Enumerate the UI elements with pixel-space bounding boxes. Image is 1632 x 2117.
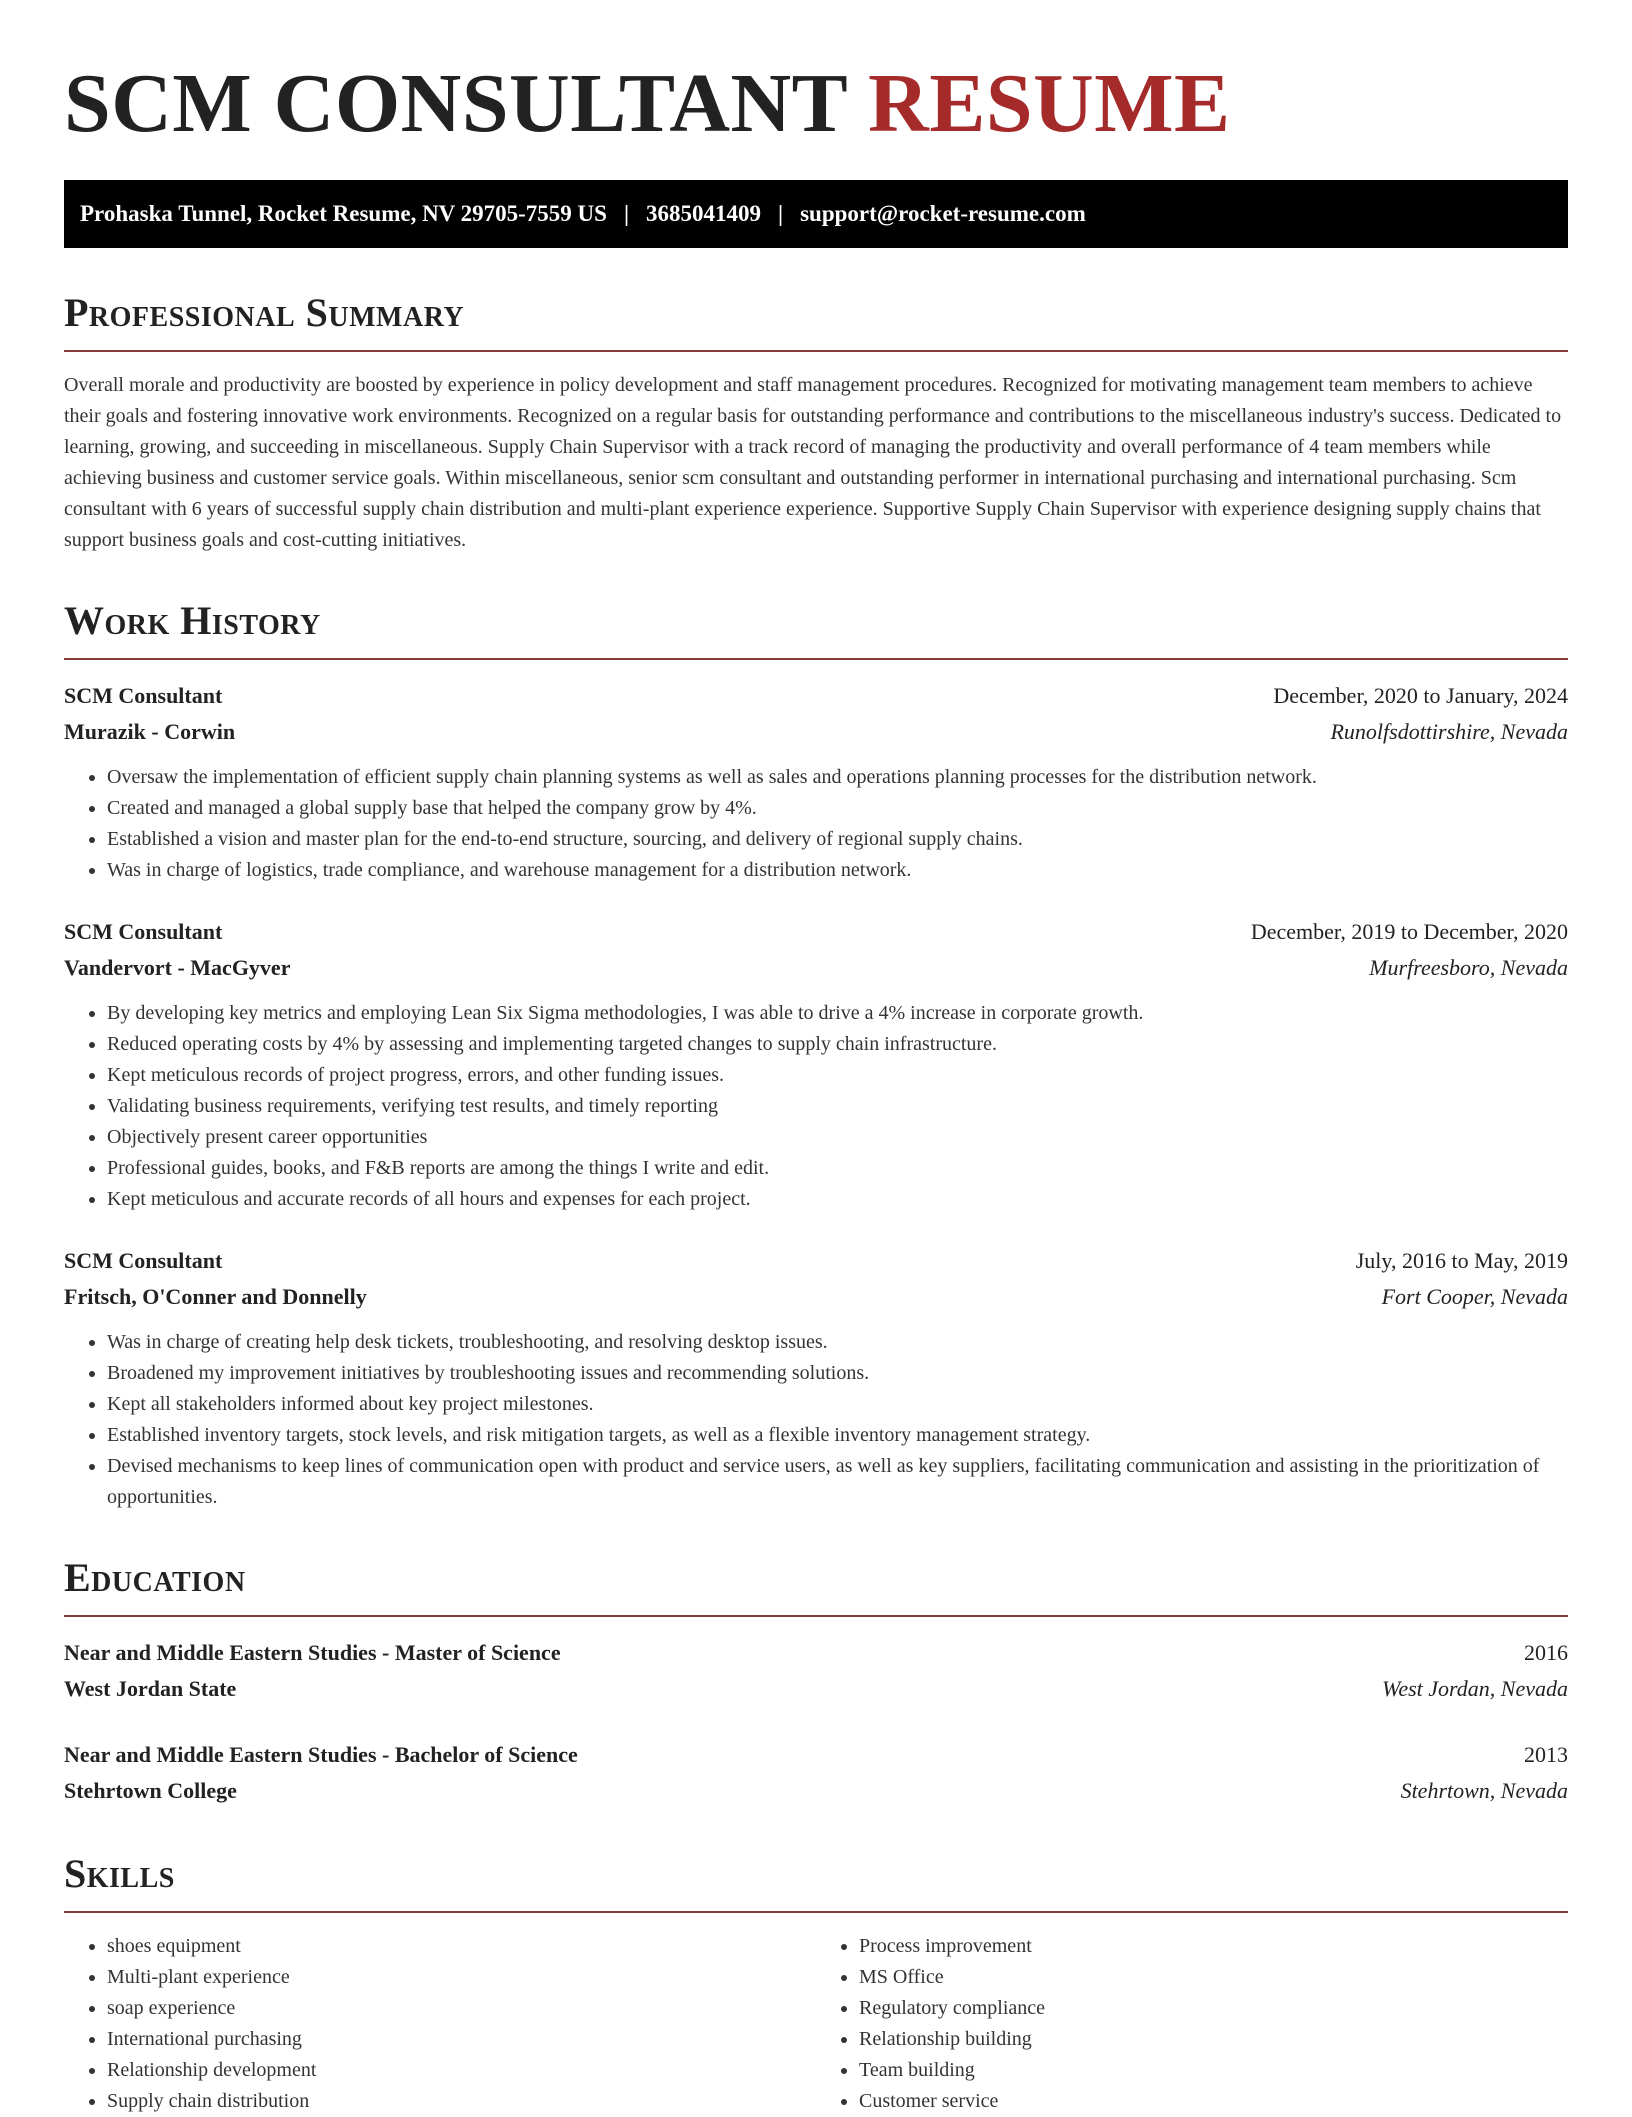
job-bullet: • Professional guides, books, and F&B reports are among the things I write and edit. [107,1153,1568,1184]
job-bullet: • Established a vision and master plan for the end-to-end structure, sourcing, and delivery of regional supply chains. [107,824,1568,855]
education-school: Stehrtown College [64,1778,237,1803]
education-degree: Near and Middle Eastern Studies - Master of Science [64,1640,561,1665]
job-header-row [64,678,1568,714]
job-bullet: • Created and managed a global supply base that helped the company grow by 4%. [107,793,1568,824]
job-bullet: • Reduced operating costs by 4% by assessing and implementing targeted changes to supply chain infrastructure. [107,1029,1568,1060]
skill-item: • soap experience [107,1993,816,2024]
contact-email: support@rocket-resume.com [800,201,1086,226]
contact-bar [64,180,1568,248]
education-degree: Near and Middle Eastern Studies - Bachelor of Science [64,1742,578,1767]
job-bullet: • Oversaw the implementation of efficient supply chain planning systems as well as sales and operations planning processes for the distribution network. [107,762,1568,793]
job-company-row [64,950,1568,986]
section-divider [64,1911,1568,1913]
title-accent: RESUME [868,57,1231,150]
education-degree-row [64,1635,1568,1671]
title-main: SCM CONSULTANT [64,57,847,150]
job-company-row [64,1279,1568,1315]
job-bullet: • Kept all stakeholders informed about key project milestones. [107,1389,1568,1420]
contact-separator: | [623,201,630,226]
job-title: SCM Consultant [64,1248,223,1273]
education-entry [64,1635,1568,1707]
skill-item: • Multi-plant experience [107,1962,816,1993]
job-location: Murfreesboro, Nevada [1369,955,1568,980]
skill-item: • shoes equipment [107,1931,816,1962]
skill-item: • MS Office [859,1962,1568,1993]
job-bullets [64,998,1568,1215]
job-company: Fritsch, O'Conner and Donnelly [64,1284,367,1309]
job-bullet: • Kept meticulous records of project progress, errors, and other funding issues. [107,1060,1568,1091]
contact-address: Prohaska Tunnel, Rocket Resume, NV 29705-7559 US [80,201,607,226]
job-entry [64,914,1568,1215]
education-school-row [64,1773,1568,1809]
skill-item: • Team building [859,2055,1568,2086]
job-bullet: • Was in charge of logistics, trade compliance, and warehouse management for a distribution network. [107,855,1568,886]
skill-item: • Supply chain distribution [107,2086,816,2117]
job-bullets [64,762,1568,886]
skills-column-left [64,1931,816,2117]
job-location: Fort Cooper, Nevada [1381,1284,1568,1309]
job-header-row [64,914,1568,950]
job-location: Runolfsdottirshire, Nevada [1330,719,1568,744]
job-company: Vandervort - MacGyver [64,955,291,980]
job-title: SCM Consultant [64,919,223,944]
section-divider [64,350,1568,352]
skills-list [64,1931,1568,2117]
job-bullets [64,1327,1568,1513]
section-divider [64,1615,1568,1617]
job-bullet: • Objectively present career opportunities [107,1122,1568,1153]
section-heading-work: Work History [64,598,321,643]
job-title: SCM Consultant [64,683,223,708]
education-location: Stehrtown, Nevada [1400,1778,1568,1803]
education-school: West Jordan State [64,1676,237,1701]
job-dates: December, 2019 to December, 2020 [1250,919,1568,944]
job-bullet: • By developing key metrics and employing Lean Six Sigma methodologies, I was able to drive a 4% increase in corporate growth. [107,998,1568,1029]
section-heading-summary: Professional Summary [64,290,465,335]
summary-text: Overall morale and productivity are boosted by experience in policy development and staff management procedures. Recognized for motivating management team members to achieve their goals and fostering innovative work environments. Recognized on a regular basis for outstanding performance and contributions to the miscellaneous industry's success. Dedicated to learning, growing, and succeeding in miscellaneous. Supply Chain Supervisor with a track record of managing the productivity and overall performance of 4 team members while achieving business and customer service goals. Within miscellaneous, senior scm consultant and outstanding performer in international purchasing and international purchasing. Scm consultant with 6 years of successful supply chain distribution and multi-plant experience experience. Supportive Supply Chain Supervisor with experience designing supply chains that support business goals and cost-cutting initiatives. [64,374,1562,551]
section-heading-education: Education [64,1555,246,1600]
skill-item: • International purchasing [107,2024,816,2055]
resume-title [64,0,1568,150]
job-bullet: • Was in charge of creating help desk tickets, troubleshooting, and resolving desktop issues. [107,1327,1568,1358]
job-dates: July, 2016 to May, 2019 [1355,1248,1568,1273]
job-bullet: • Established inventory targets, stock levels, and risk mitigation targets, as well as a flexible inventory management strategy. [107,1420,1568,1451]
job-bullet: • Devised mechanisms to keep lines of communication open with product and service users, as well as key suppliers, facilitating communication and assisting in the prioritization of opportunities. [107,1451,1568,1513]
job-company: Murazik - Corwin [64,719,236,744]
education-degree-row [64,1737,1568,1773]
job-bullet: • Kept meticulous and accurate records of all hours and expenses for each project. [107,1184,1568,1215]
contact-separator: | [778,201,784,226]
education-location: West Jordan, Nevada [1382,1676,1568,1701]
section-divider [64,658,1568,660]
job-bullet: • Broadened my improvement initiatives by troubleshooting issues and recommending solutions. [107,1358,1568,1389]
job-entry [64,1243,1568,1513]
education-year: 2016 [1524,1640,1568,1665]
skills-column-right [816,1931,1568,2117]
skill-item: • Regulatory compliance [859,1993,1568,2024]
section-heading-skills: Skills [64,1851,175,1896]
job-company-row [64,714,1568,750]
job-dates: December, 2020 to January, 2024 [1273,683,1568,708]
skill-item: • Relationship building [859,2024,1568,2055]
skill-item: • Customer service [859,2086,1568,2117]
education-school-row [64,1671,1568,1707]
skill-item: • Process improvement [859,1931,1568,1962]
contact-phone: 3685041409 [646,201,762,226]
education-year: 2013 [1524,1742,1568,1767]
job-entry [64,678,1568,886]
job-bullet: • Validating business requirements, verifying test results, and timely reporting [107,1091,1568,1122]
education-entry [64,1737,1568,1809]
job-header-row [64,1243,1568,1279]
skill-item: • Relationship development [107,2055,816,2086]
